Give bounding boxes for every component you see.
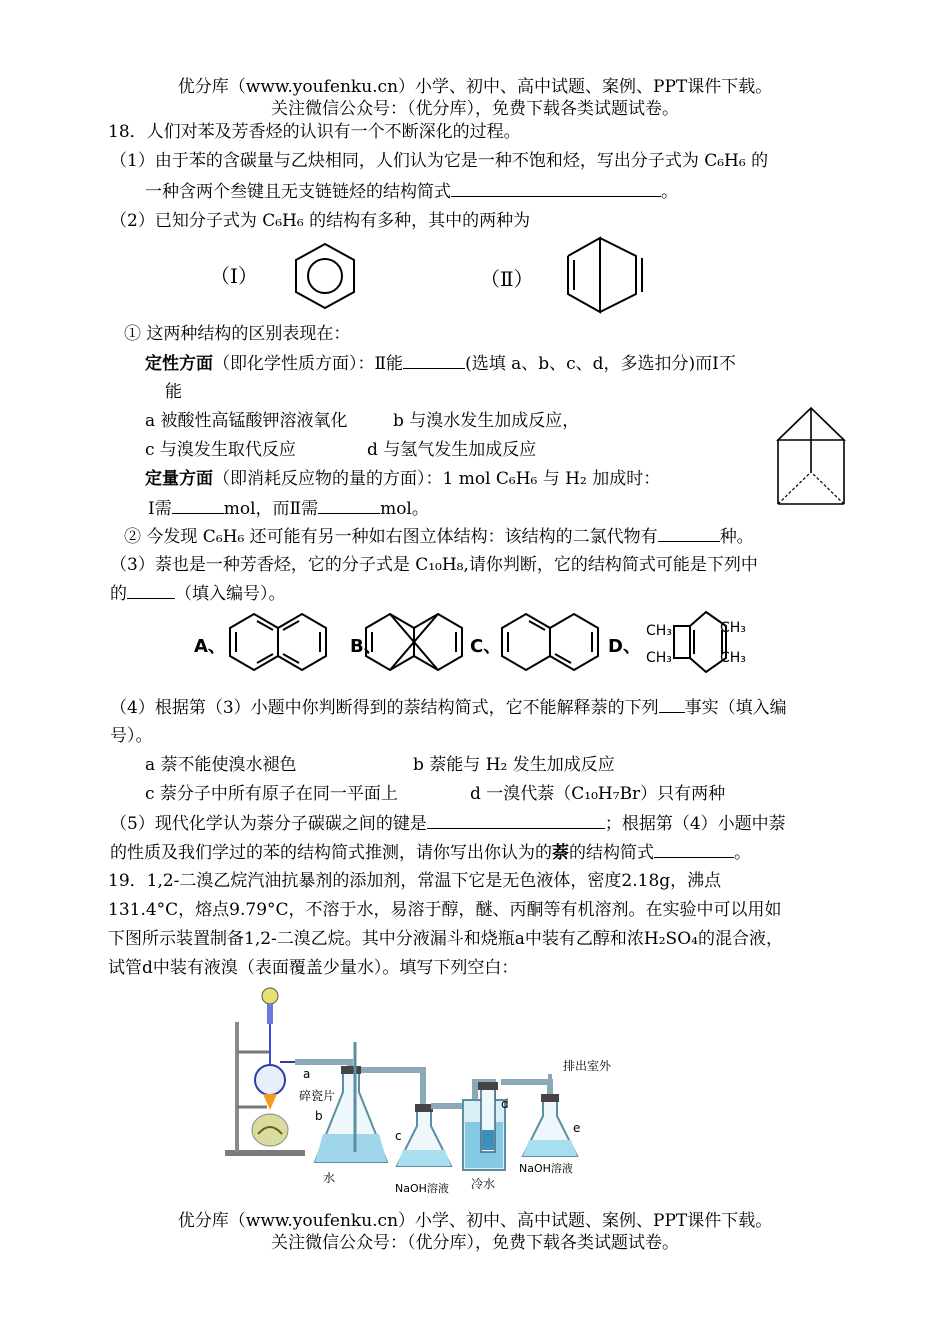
label-naoh-c: NaOH溶液 bbox=[395, 1182, 449, 1195]
choice-d-label: D、 bbox=[608, 636, 641, 657]
label-a: a bbox=[303, 1067, 311, 1081]
answer-blank-8[interactable] bbox=[427, 812, 605, 829]
part5-prompt: （5）现代化学认为萘分子碳碳之间的键是 bbox=[110, 814, 427, 834]
q18-quantitative bbox=[145, 468, 660, 490]
q18-part4-line2: 号）。 bbox=[110, 726, 153, 746]
fact-b: b 萘能与 H₂ 发生加成反应 bbox=[413, 755, 615, 775]
q18-part1-line1: （1）由于苯的含碳量与乙炔相同，人们认为它是一种不饱和烃，写出分子式为 C₆H₆ 的 bbox=[110, 151, 769, 171]
sub2-prompt: ② 今发现 C₆H₆ 还可能有另一种如右图立体结构：该结构的二氯代物有 bbox=[124, 527, 658, 547]
part3-prompt: 的 bbox=[110, 584, 127, 604]
stand-rod bbox=[235, 1022, 239, 1152]
part5-bold: 萘 bbox=[552, 843, 569, 863]
answer-blank-3[interactable] bbox=[172, 497, 224, 514]
q18-qualitative bbox=[145, 352, 736, 375]
q18-part3-line2 bbox=[110, 582, 286, 605]
label-b: b bbox=[315, 1109, 323, 1123]
separatory-funnel bbox=[262, 988, 278, 1004]
part5-line2-end: 。 bbox=[734, 843, 751, 863]
header-line-2: 关注微信公众号：（优分库），免费下载各类试题试卷。 bbox=[271, 99, 679, 119]
header-line-1: 优分库（www.youfenku.cn）小学、初中、高中试题、案例、PPT课件下载。 bbox=[177, 77, 773, 97]
qualitative-heading: 定性方面 bbox=[145, 354, 213, 374]
choice-d-ch3-4: CH₃ bbox=[720, 650, 746, 666]
q19-line-4: 试管d中装有液溴（表面覆盖少量水）。填写下列空白： bbox=[108, 958, 519, 978]
footer-line-2: 关注微信公众号：（优分库），免费下载各类试题试卷。 bbox=[271, 1233, 679, 1253]
alcohol-lamp bbox=[252, 1114, 288, 1146]
need-1-label: Ⅰ需 bbox=[148, 499, 172, 519]
q18-part1-end: 。 bbox=[661, 182, 678, 202]
footer-line-1: 优分库（www.youfenku.cn）小学、初中、高中试题、案例、PPT课件下载。 bbox=[177, 1211, 773, 1231]
answer-blank-1[interactable] bbox=[451, 180, 661, 197]
label-c: c bbox=[395, 1129, 402, 1143]
part5-line2-mid: 的结构简式 bbox=[569, 843, 654, 863]
quantitative-text: （即消耗反应物的量的方面）：1 mol C₆H₆ 与 H₂ 加成时： bbox=[213, 469, 661, 489]
choice-c-label: C、 bbox=[470, 636, 502, 657]
need-end: mol。 bbox=[380, 499, 429, 519]
part4-note: 事实（填入编 bbox=[684, 698, 787, 718]
qualitative-note: (选填 a、b、c、d，多选扣分)而Ⅰ不 bbox=[465, 354, 736, 374]
option-d: d 与氢气发生加成反应 bbox=[367, 440, 537, 460]
answer-blank-4[interactable] bbox=[318, 497, 380, 514]
part5-line2-prompt: 的性质及我们学过的苯的结构简式推测，请你写出你认为的 bbox=[110, 843, 552, 863]
option-a: a 被酸性高锰酸钾溶液氧化 bbox=[145, 411, 348, 431]
answer-blank-9[interactable] bbox=[654, 841, 734, 858]
flask-a bbox=[255, 1065, 285, 1095]
fact-d: d 一溴代萘（C₁₀H₇Br）只有两种 bbox=[470, 784, 726, 804]
part5-note: ；根据第（4）小题中萘 bbox=[604, 814, 786, 834]
q18-part1-line2 bbox=[145, 180, 678, 203]
option-c: c 与溴发生取代反应 bbox=[145, 440, 296, 460]
label-exhaust: 排出室外 bbox=[563, 1059, 612, 1073]
part4-prompt: （4）根据第（3）小题中你判断得到的萘结构简式，它不能解释萘的下列 bbox=[110, 698, 659, 718]
sub2-end: 种。 bbox=[719, 527, 754, 547]
structure-label-2: （Ⅱ） bbox=[480, 267, 534, 291]
prismane-structure bbox=[776, 406, 848, 508]
choice-d-structure bbox=[674, 612, 726, 672]
qualitative-end: 能 bbox=[165, 382, 182, 402]
label-cold-water: 冷水 bbox=[471, 1177, 496, 1191]
choice-a-biphenyl bbox=[230, 614, 326, 670]
choice-a-label: A、 bbox=[194, 636, 226, 657]
q18-sub1: ① 这两种结构的区别表现在： bbox=[124, 324, 351, 344]
fact-c: c 萘分子中所有原子在同一平面上 bbox=[145, 784, 398, 804]
structure-label-1: （Ⅰ） bbox=[210, 264, 258, 288]
benzene-structure bbox=[290, 242, 360, 310]
q19-line-2: 131.4°C，熔点9.79°C，不溶于水，易溶于醇，醚、丙酮等有机溶剂。在实验中可以用如 bbox=[108, 900, 782, 920]
naphthalene-choices bbox=[190, 608, 760, 676]
answer-blank-2[interactable] bbox=[403, 352, 465, 369]
q18-part2: （2）已知分子式为 C₆H₆ 的结构有多种，其中的两种为 bbox=[110, 211, 531, 231]
choice-d-ch3-3: CH₃ bbox=[720, 620, 746, 636]
q19-line-1: 19．1,2-二溴乙烷汽油抗暴剂的添加剂，常温下它是无色液体，密度2.18g，沸点 bbox=[108, 871, 722, 891]
qualitative-prompt: （即化学性质方面）：Ⅱ能 bbox=[213, 354, 404, 374]
option-b: b 与溴水发生加成反应， bbox=[393, 411, 580, 431]
q18-part1-prompt: 一种含两个叁键且无支链链烃的结构简式 bbox=[145, 182, 451, 202]
label-d: d bbox=[501, 1097, 509, 1111]
choice-b-label: B、 bbox=[350, 636, 382, 657]
fact-a: a 萘不能使溴水褪色 bbox=[145, 755, 297, 775]
q18-part5-line2 bbox=[110, 841, 751, 864]
answer-blank-7[interactable] bbox=[659, 696, 685, 713]
q18-hydrogen-need bbox=[148, 497, 429, 520]
answer-blank-6[interactable] bbox=[127, 582, 175, 599]
q18-title: 18．人们对苯及芳香烃的认识有一个不断深化的过程。 bbox=[108, 122, 521, 142]
label-e: e bbox=[573, 1121, 581, 1135]
label-water: 水 bbox=[323, 1171, 336, 1185]
choice-d-ch3-1: CH₃ bbox=[646, 623, 672, 639]
label-naoh-e: NaOH溶液 bbox=[519, 1162, 573, 1175]
q18-part3-line1: （3）萘也是一种芳香烃，它的分子式是 C₁₀H₈,请你判断，它的结构简式可能是下列中 bbox=[110, 555, 758, 575]
choice-d-ch3-2: CH₃ bbox=[646, 650, 672, 666]
apparatus-diagram bbox=[225, 982, 645, 1202]
choice-c-naphthalene bbox=[502, 614, 598, 670]
q18-part5-line1 bbox=[110, 812, 786, 835]
quantitative-heading: 定量方面 bbox=[145, 469, 213, 489]
label-broken-porcelain: 碎瓷片 bbox=[299, 1089, 336, 1103]
q18-part4-line1 bbox=[110, 696, 787, 719]
part3-end: （填入编号）。 bbox=[175, 584, 286, 604]
q19-line-3: 下图所示装置制备1,2-二溴乙烷。其中分液漏斗和烧瓶a中装有乙醇和浓H₂SO₄的混合液， bbox=[108, 929, 783, 949]
need-mid: mol，而Ⅱ需 bbox=[223, 499, 319, 519]
dewar-benzene-structure bbox=[560, 236, 672, 314]
q18-sub2 bbox=[124, 525, 754, 548]
answer-blank-5[interactable] bbox=[658, 525, 720, 542]
